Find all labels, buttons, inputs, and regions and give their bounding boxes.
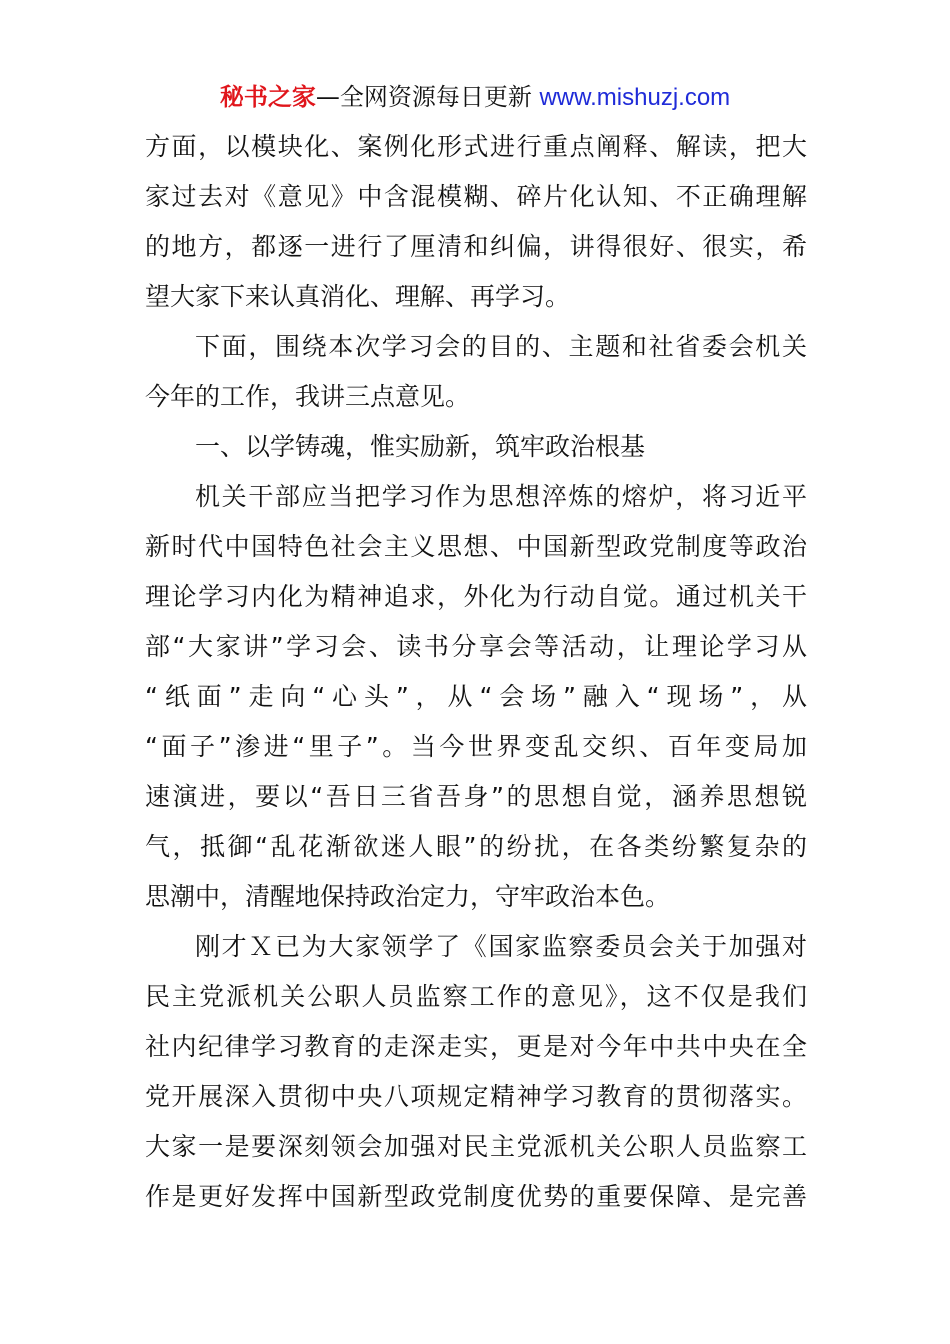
text-line: 思潮中，清醒地保持政治定力，守牢政治本色。 bbox=[145, 882, 671, 911]
text-line: 新时代中国特色社会主义思想、中国新型政党制度等政治 bbox=[145, 532, 807, 561]
text-line: 民主党派机关公职人员监察工作的意见》，这不仅是我们 bbox=[145, 982, 807, 1011]
site-brand: 秘书之家 bbox=[219, 83, 316, 111]
text-line: 刚才Ｘ已为大家领学了《国家监察委员会关于加强对 bbox=[195, 932, 807, 961]
site-header bbox=[0, 80, 950, 115]
site-tagline: —全网资源每日更新 bbox=[315, 83, 540, 111]
text-line: 理论学习内化为精神追求，外化为行动自觉。通过机关干 bbox=[145, 582, 807, 611]
text-line: 望大家下来认真消化、理解、再学习。 bbox=[145, 282, 571, 311]
text-line: 今年的工作，我讲三点意见。 bbox=[145, 382, 471, 411]
text-line: 机关干部应当把学习作为思想淬炼的熔炉，将习近平 bbox=[195, 482, 807, 511]
text-line: 下面，围绕本次学习会的目的、主题和社省委会机关 bbox=[195, 332, 807, 361]
text-line: 大家一是要深刻领会加强对民主党派机关公职人员监察工 bbox=[145, 1132, 807, 1161]
text-line: 气，抵御“乱花渐欲迷人眼”的纷扰，在各类纷繁复杂的 bbox=[145, 832, 807, 861]
text-line: 社内纪律学习教育的走深走实，更是对今年中共中央在全 bbox=[145, 1032, 807, 1061]
text-line: 方面，以模块化、案例化形式进行重点阐释、解读，把大 bbox=[145, 132, 807, 161]
text-line: 家过去对《意见》中含混模糊、碎片化认知、不正确理解 bbox=[145, 182, 807, 211]
site-url[interactable]: www.mishuzj.com bbox=[539, 84, 731, 111]
text-line: 党开展深入贯彻中央八项规定精神学习教育的贯彻落实。 bbox=[145, 1082, 807, 1111]
text-line: “纸面”走向“心头”，从“会场”融入“现场”，从 bbox=[145, 682, 807, 711]
text-line: 速演进，要以“吾日三省吾身”的思想自觉，涵养思想锐 bbox=[145, 782, 807, 811]
text-line: 一、以学铸魂，惟实励新，筑牢政治根基 bbox=[195, 432, 646, 461]
document-body bbox=[145, 122, 807, 1222]
text-line: 部“大家讲”学习会、读书分享会等活动，让理论学习从 bbox=[145, 632, 807, 661]
text-line: “面子”渗进“里子”。当今世界变乱交织、百年变局加 bbox=[145, 732, 807, 761]
text-line: 的地方，都逐一进行了厘清和纠偏，讲得很好、很实，希 bbox=[145, 232, 807, 261]
text-line: 作是更好发挥中国新型政党制度优势的重要保障、是完善 bbox=[145, 1182, 807, 1211]
